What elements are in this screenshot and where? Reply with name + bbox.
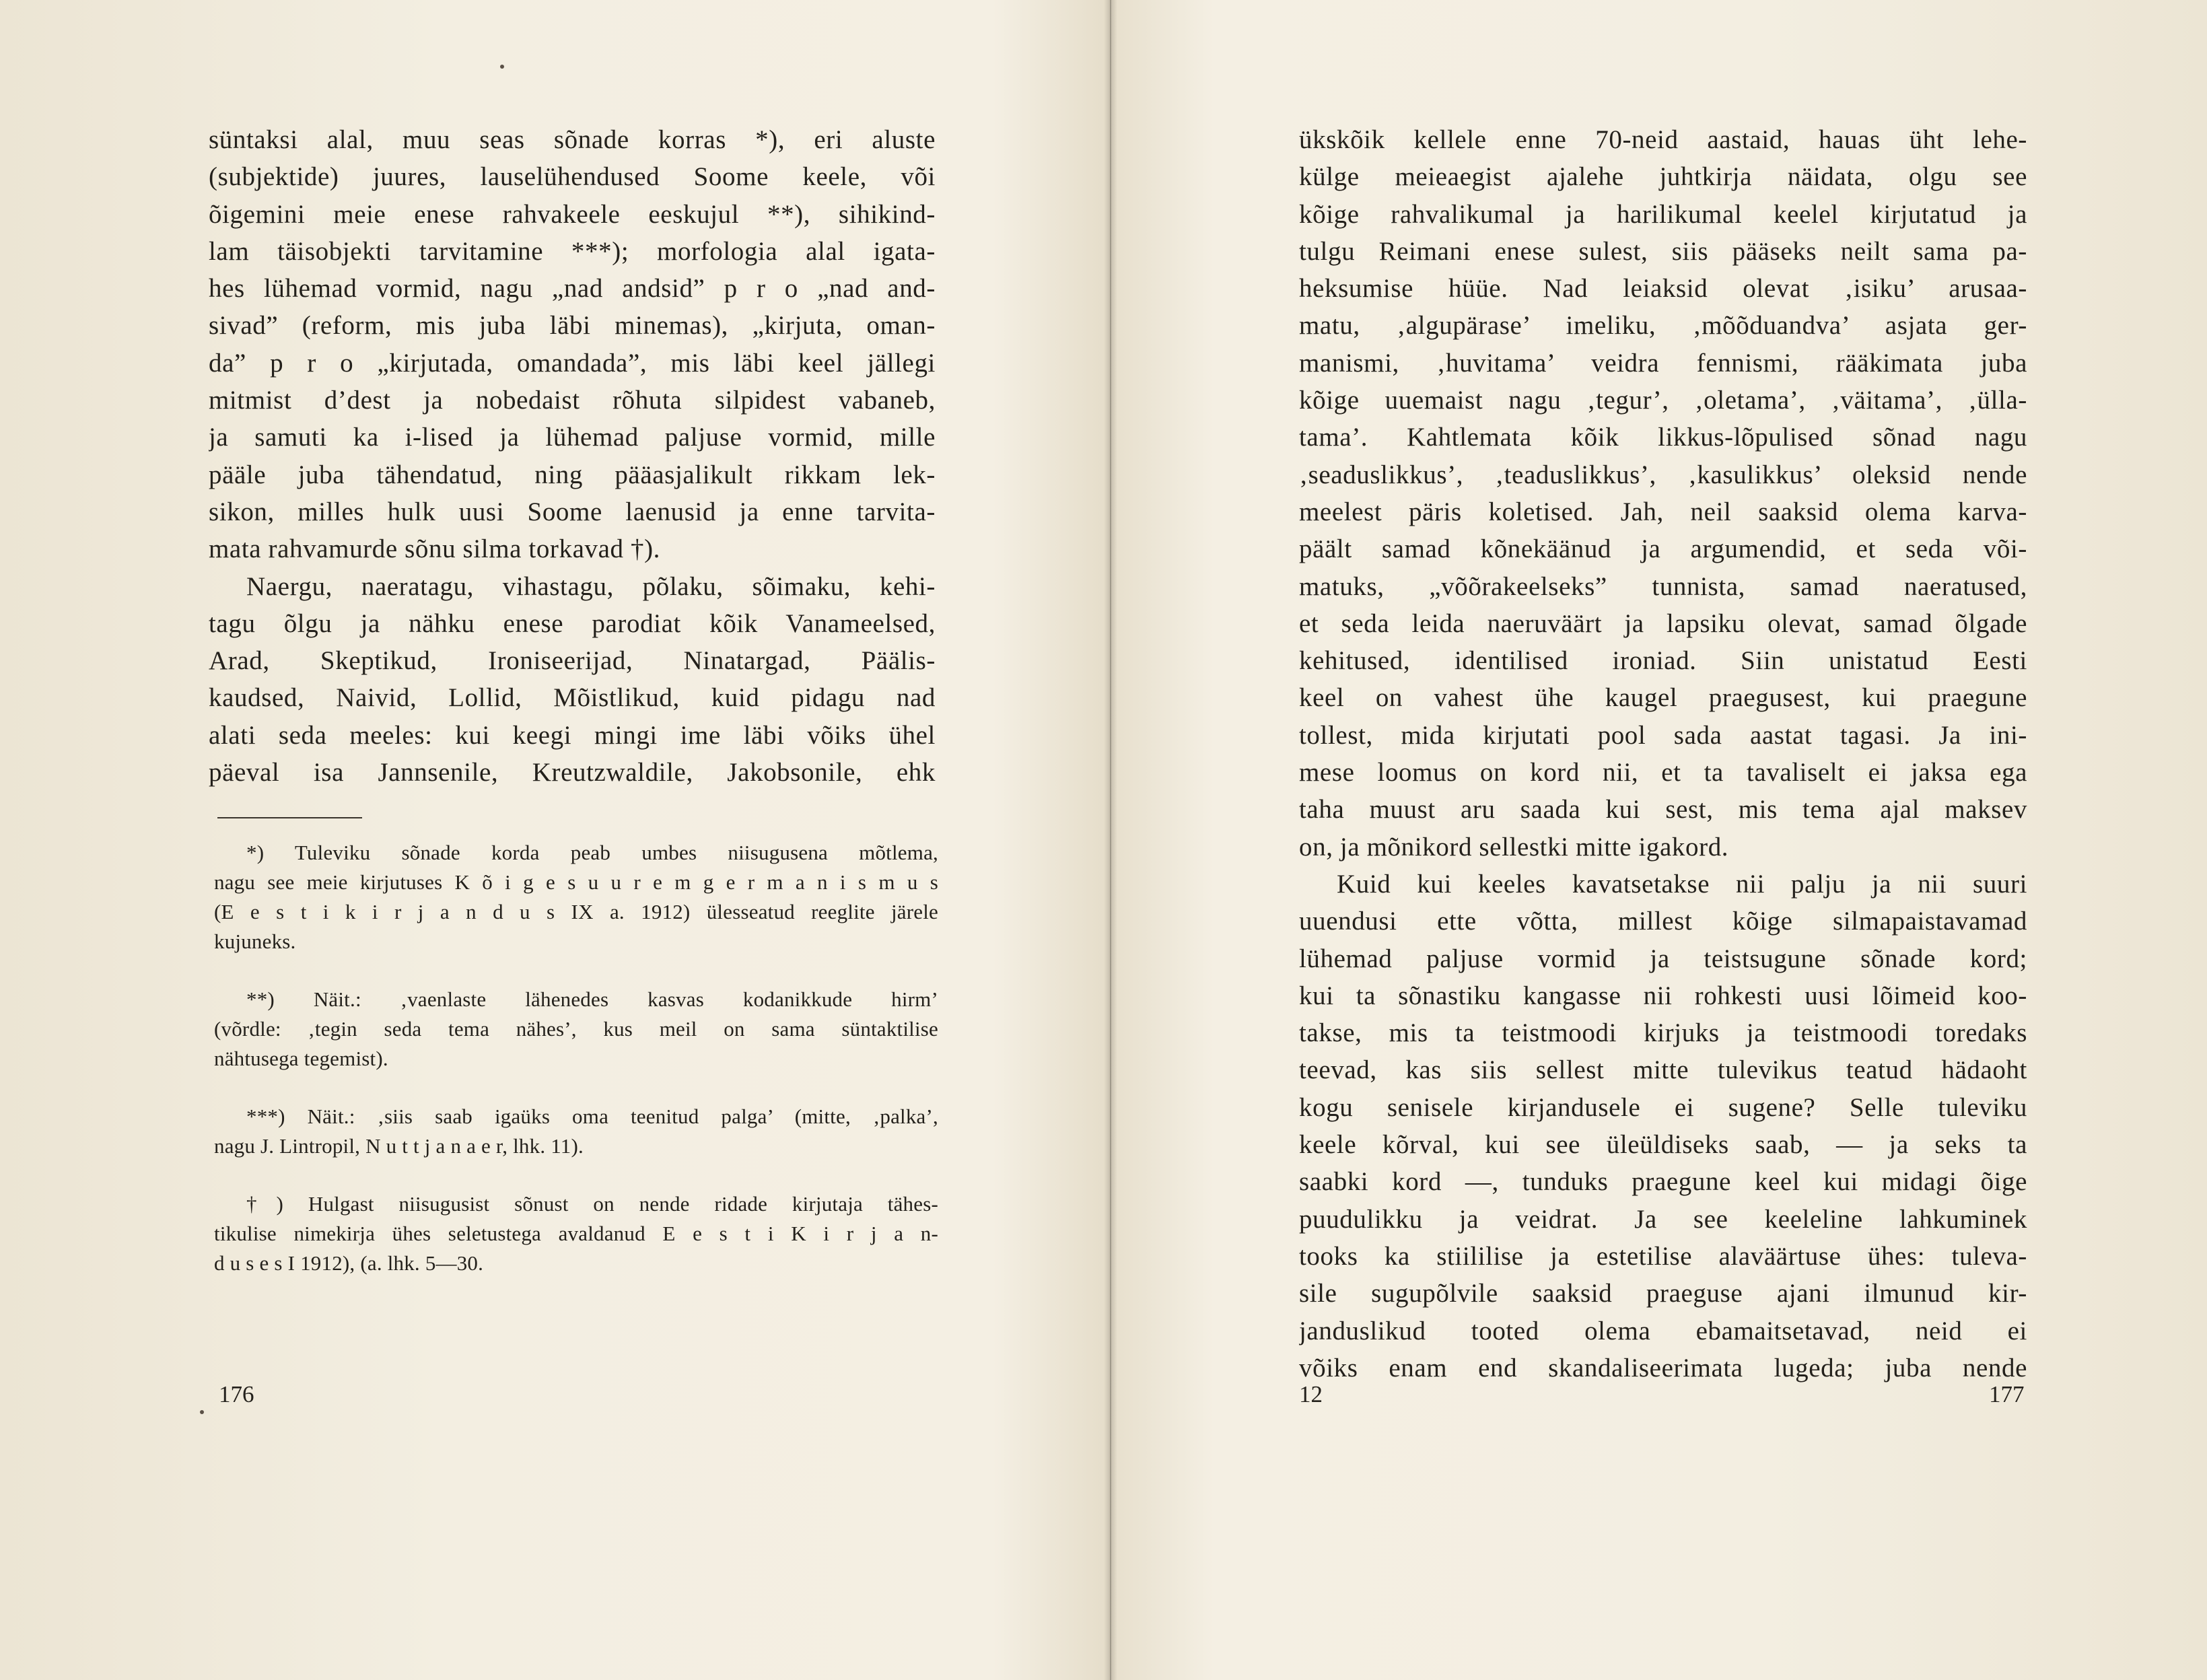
text-line: õigemini meie enese rahvakeele eeskujul **), sihikind- — [209, 199, 936, 229]
text-line: mese loomus on kord nii, et ta tavaliselt ei jaksa ega — [1299, 758, 2027, 788]
footnote-line: tikulise nimekirja ühes seletustega avaldanud E e s t i K i r j a n- — [214, 1222, 938, 1245]
text-line: saabki kord —, tunduks praegune keel kui midagi õige — [1299, 1167, 2027, 1197]
text-line: sile sugupõlvile saaksid praeguse ajani ilmunud kir- — [1299, 1279, 2027, 1308]
footnote-line: (E e s t i k i r j a n d u s IX a. 1912) ülesseatud reeglite järele — [214, 900, 938, 923]
text-line: kaudsed, Naivid, Lollid, Mõistlikud, kuid pidagu nad — [209, 683, 936, 713]
text-line: mitmist d’dest ja nobedaist rõhuta silpidest vabaneb, — [209, 386, 936, 415]
footnote-line: *) Tuleviku sõnade korda peab umbes niisugusena mõtlema, — [246, 841, 938, 864]
text-line: tagu õlgu ja nähku enese parodiat kõik Vanameelsed, — [209, 608, 936, 638]
text-line: kõige uuemaist nagu ‚tegur’, ‚oletama’, ‚väitama’, ‚ülla- — [1299, 386, 2027, 415]
text-line: teevad, kas siis sellest mitte tulevikus teatud hädaoht — [1299, 1055, 2027, 1085]
text-line: et seda leida naeruväärt ja lapsiku olevat, samad õlgade — [1299, 608, 2027, 638]
footnote-line: nagu see meie kirjutuses K õ i g e s u u r e m g e r m a n i s m u s — [214, 870, 938, 894]
text-line: matu, ‚algupärase’ imeliku, ‚mõõduandva’ asjata ger- — [1299, 311, 2027, 341]
text-line: ükskõik kellele enne 70-neid aastaid, hauas üht lehe- — [1299, 125, 2027, 154]
text-line: keel on vahest ühe kaugel praegusest, kui praegune — [1299, 683, 2027, 713]
text-line: ja samuti ka i-lised ja lühemad paljuse vormid, mille — [209, 423, 936, 452]
text-line: Naergu, naeratagu, vihastagu, põlaku, sõimaku, kehi- — [246, 571, 936, 601]
text-line: tulgu Reimani enese sulest, siis pääseks neilt sama pa- — [1299, 236, 2027, 266]
text-line: lam täisobjekti tarvitamine ***); morfologia alal igata- — [209, 236, 936, 266]
text-line: sikon, milles hulk uusi Soome laenusid ja enne tarvita- — [209, 497, 936, 526]
footnote — [214, 985, 938, 1074]
text-line: kõige rahvalikumal ja harilikumal keelel kirjutatud ja — [1299, 199, 2027, 229]
text-line: päeval isa Jannsenile, Kreutzwaldile, Jakobsonile, ehk — [209, 758, 936, 788]
book-gutter — [1104, 0, 1117, 1680]
footnote — [214, 838, 938, 956]
footnote-line: kujuneks. — [214, 930, 296, 953]
text-line: tama’. Kahtlemata kõik likkus-lõpulised sõnad nagu — [1299, 423, 2027, 452]
text-line: tollest, mida kirjutati pool sada aastat tagasi. Ja ini- — [1299, 720, 2027, 750]
right-body-text — [1299, 121, 2027, 1387]
footnote-separator — [217, 817, 362, 818]
text-line: Arad, Skeptikud, Ironiseerijad, Ninatargad, Päälis- — [209, 646, 936, 676]
text-line: võiks enam end skandaliseerimata lugeda; juba nende — [1299, 1353, 2027, 1382]
footnote — [214, 1189, 938, 1278]
text-line: ‚seaduslikkus’, ‚teaduslikkus’, ‚kasulikkus’ oleksid nende — [1299, 460, 2027, 489]
text-line: da” p r o „kirjutada, omandada”, mis läbi keel jällegi — [209, 348, 936, 378]
text-line: takse, mis ta teistmoodi kirjuks ja teistmoodi toredaks — [1299, 1018, 2027, 1048]
text-line: kui ta sõnastiku kangasse nii rohkesti uusi lõimeid koo- — [1299, 981, 2027, 1010]
text-line: heksumise hüüe. Nad leiaksid olevat ‚isiku’ arusaa- — [1299, 274, 2027, 304]
footnote-line: d u s e s I 1912), (a. lhk. 5—30. — [214, 1251, 484, 1275]
footnote-line: (võrdle: ‚tegin seda tema nähes’, kus meil on sama süntaktilise — [214, 1017, 938, 1041]
text-line: on, ja mõnikord sellestki mitte igakord. — [1299, 832, 1729, 862]
text-line: uuendusi ette võtta, millest kõige silmapaistavamad — [1299, 907, 2027, 936]
signature-mark: 12 — [1299, 1381, 1323, 1407]
text-line: hes lühemad vormid, nagu „nad andsid” p r o „nad and- — [209, 274, 936, 304]
text-line: matuks, „võõrakeelseks” tunnista, samad naeratused, — [1299, 571, 2027, 601]
text-line: Kuid kui keeles kavatsetakse nii palju ja nii suuri — [1337, 869, 2027, 899]
text-line: alati seda meeles: kui keegi mingi ime läbi võiks ühel — [209, 720, 936, 750]
text-line: süntaksi alal, muu seas sõnade korras *), eri aluste — [209, 125, 936, 154]
page-number-left: 176 — [219, 1381, 254, 1407]
left-body-text — [209, 121, 936, 791]
footnotes — [214, 838, 938, 1306]
text-line: päält samad kõnekäänud ja argumendid, et seda või- — [1299, 534, 2027, 564]
footnote-line: **) Näit.: ‚vaenlaste lähenedes kasvas kodanikkude hirm’ — [246, 987, 938, 1011]
footnote-line: nagu J. Lintropil, N u t t j a n a e r, lhk. 11). — [214, 1134, 584, 1158]
text-line: kogu senisele kirjandusele ei sugene? Selle tuleviku — [1299, 1092, 2027, 1122]
page-number-right: 177 — [1989, 1381, 2025, 1407]
text-line: manismi, ‚huvitama’ veidra fennismi, rääkimata juba — [1299, 348, 2027, 378]
text-line: puudulikku ja veidrat. Ja see keeleline lahkuminek — [1299, 1204, 2027, 1234]
text-line: taha muust aru saada kui sest, mis tema ajal maksev — [1299, 795, 2027, 825]
text-line: keele kõrval, kui see üleüldiseks saab, — ja seks ta — [1299, 1130, 2027, 1160]
text-line: külge meieaegist ajalehe juhtkirja näidata, olgu see — [1299, 162, 2027, 192]
text-line: janduslikud tooted olema ebamaitsetavad, neid ei — [1299, 1316, 2027, 1345]
text-line: kehitused, identilised ironiad. Siin unistatud Eesti — [1299, 646, 2027, 676]
paper-speck — [500, 65, 504, 69]
footnote-line: †) Hulgast niisugusist sõnust on nende ridade kirjutaja tähes- — [246, 1192, 938, 1216]
text-line: mata rahvamurde sõnu silma torkavad †). — [209, 534, 661, 564]
paper-speck — [200, 1410, 204, 1414]
footnote-line: ***) Näit.: ‚siis saab igaüks oma teenitud palga’ (mitte, ‚palka’, — [246, 1105, 938, 1128]
footnote-line: nähtusega tegemist). — [214, 1047, 388, 1070]
text-line: sivad” (reform, mis juba läbi minemas), „kirjuta, oman- — [209, 311, 936, 341]
footnote — [214, 1102, 938, 1161]
text-line: pääle juba tähendatud, ning pääasjalikult rikkam lek- — [209, 460, 936, 489]
text-line: (subjektide) juures, lauselühendused Soome keele, või — [209, 162, 936, 192]
text-line: tooks ka stiililise ja estetilise alaväärtuse ühes: tuleva- — [1299, 1241, 2027, 1271]
text-line: lühemad paljuse vormid ja teistsugune sõnade kord; — [1299, 944, 2027, 973]
right-page — [1117, 0, 2207, 1680]
text-line: meelest päris koletised. Jah, neil saaksid olema karva- — [1299, 497, 2027, 526]
